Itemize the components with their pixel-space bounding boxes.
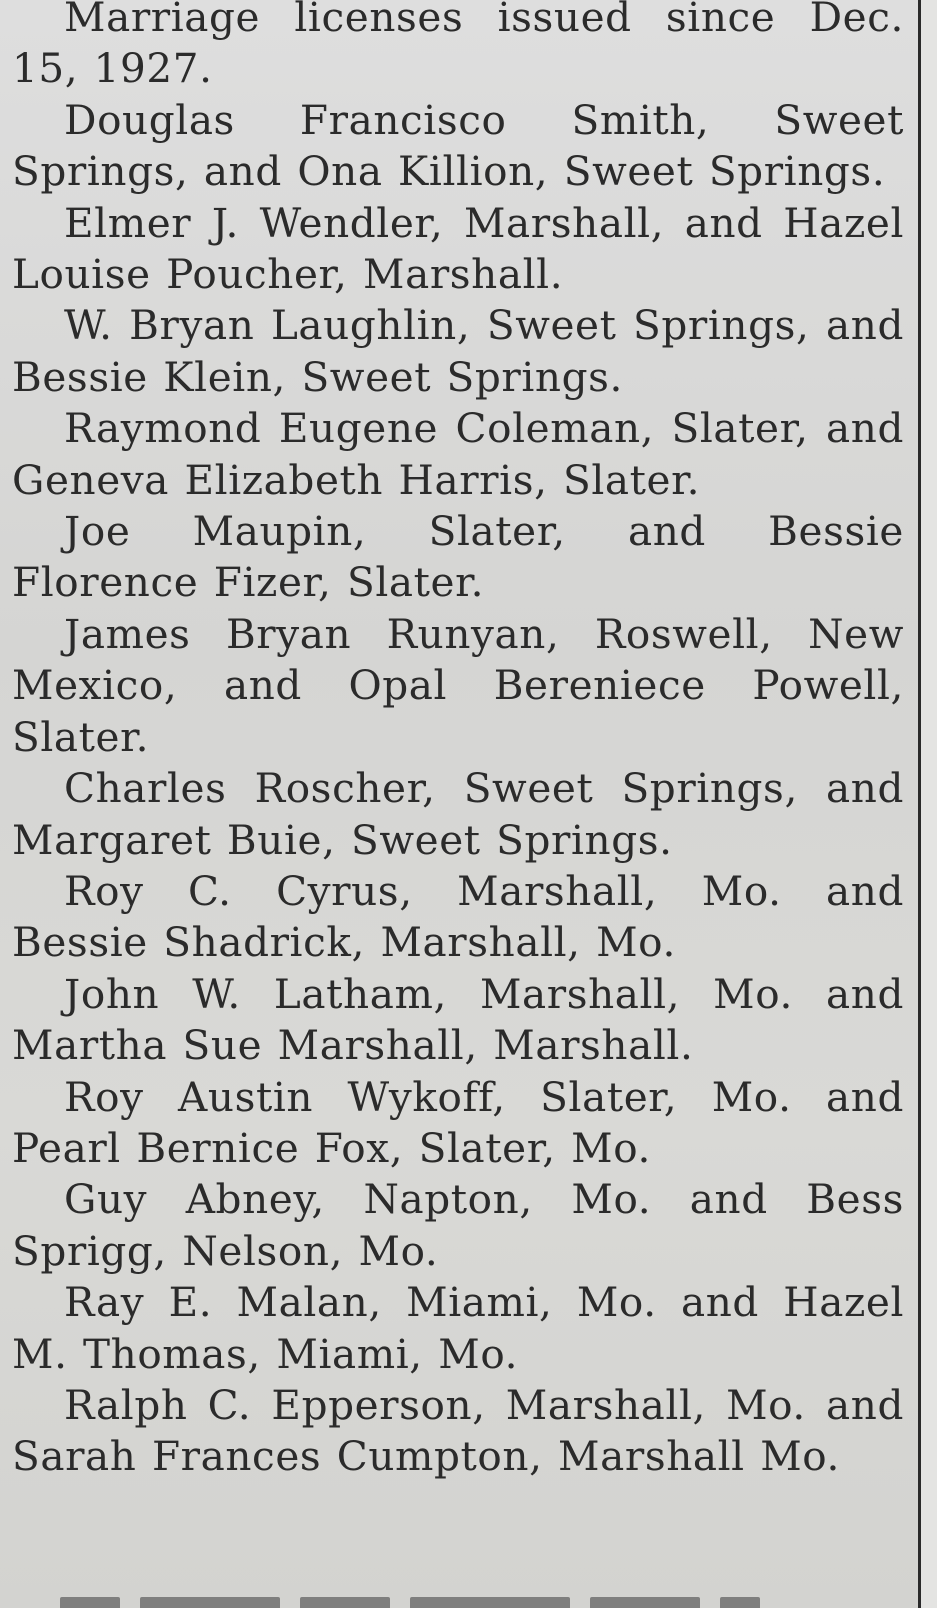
license-entry: W. Bryan Laughlin, Sweet Springs, and Bessie Klein, Sweet Springs. bbox=[12, 301, 904, 401]
article-intro: Marriage licenses issued since Dec. 15, 1927. bbox=[12, 0, 904, 93]
license-entry: James Bryan Runyan, Roswell, New Mexico, and Opal Bereniece Powell, Slater. bbox=[12, 609, 904, 761]
cut-off-next-line bbox=[60, 1596, 910, 1608]
license-entry: Charles Roscher, Sweet Springs, and Margaret Buie, Sweet Springs. bbox=[12, 764, 904, 864]
license-entry: Guy Abney, Napton, Mo. and Bess Sprigg, Nelson, Mo. bbox=[12, 1175, 904, 1275]
license-entry: Ralph C. Epperson, Marshall, Mo. and Sarah Frances Cumpton, Marshall Mo. bbox=[12, 1380, 904, 1481]
license-entry: Elmer J. Wendler, Marshall, and Hazel Louise Poucher, Marshall. bbox=[12, 198, 904, 299]
license-entry: Douglas Francisco Smith, Sweet Springs, and Ona Killion, Sweet Springs. bbox=[12, 95, 904, 196]
article-column bbox=[12, 0, 904, 1483]
adjacent-column-margin bbox=[921, 0, 937, 1608]
license-entry: Joe Maupin, Slater, and Bessie Florence Fizer, Slater. bbox=[12, 507, 904, 607]
license-entry: Roy Austin Wykoff, Slater, Mo. and Pearl Bernice Fox, Slater, Mo. bbox=[12, 1072, 904, 1172]
license-entry: John W. Latham, Marshall, Mo. and Martha Sue Marshall, Marshall. bbox=[12, 969, 904, 1070]
license-entry: Roy C. Cyrus, Marshall, Mo. and Bessie Shadrick, Marshall, Mo. bbox=[12, 866, 904, 967]
license-entry: Ray E. Malan, Miami, Mo. and Hazel M. Thomas, Miami, Mo. bbox=[12, 1278, 904, 1378]
license-entry: Raymond Eugene Coleman, Slater, and Geneva Elizabeth Harris, Slater. bbox=[12, 404, 904, 504]
